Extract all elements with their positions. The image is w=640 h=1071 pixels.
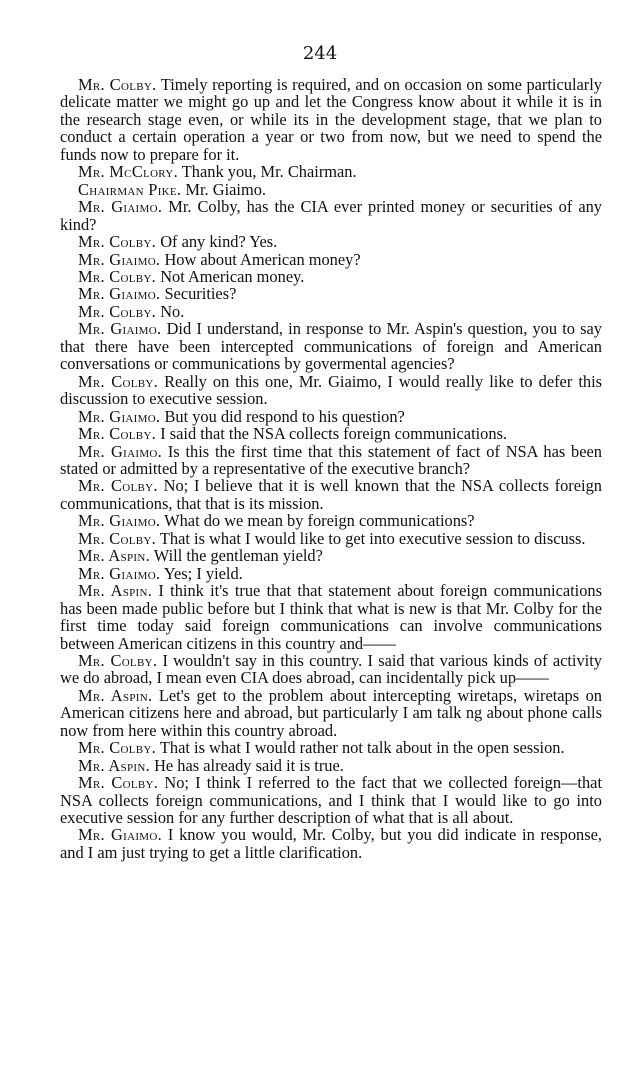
speaker-name: Mr. Giaimo. bbox=[78, 563, 161, 583]
speaker-name: Mr. Colby. bbox=[78, 75, 157, 94]
transcript-paragraph bbox=[60, 652, 602, 687]
speech-text: I know you would, Mr. Colby, but you did indicate in response, and I am just trying to get a little clarification. bbox=[60, 825, 603, 862]
speech-text: Securities? bbox=[160, 284, 237, 304]
speech-text: Mr. Colby, has the CIA ever printed money or securities of any kind? bbox=[60, 197, 602, 234]
transcript-paragraph bbox=[60, 547, 602, 564]
speaker-name: Mr. Colby. bbox=[78, 424, 157, 444]
transcript-paragraph bbox=[60, 774, 602, 826]
transcript-paragraph bbox=[60, 826, 602, 861]
speech-text: Did I understand, in response to Mr. Aspin's question, you to say that there have been intercepted communications of foreign and American conversations or communications by govermental agencies? bbox=[60, 319, 603, 374]
speaker-name: Mr. Colby. bbox=[78, 232, 157, 252]
speaker-name: Mr. Giaimo. bbox=[78, 825, 163, 845]
transcript-paragraph bbox=[60, 443, 602, 478]
speech-text: Thank you, Mr. Chairman. bbox=[177, 162, 357, 182]
transcript-paragraph bbox=[60, 687, 602, 739]
transcript-paragraph bbox=[60, 251, 602, 268]
speech-text: Timely reporting is required, and on occasion on some particularly delicate matter we might go up and let the Congress know about it while it is in the research stage even, or while its in the development stage, that we plan to conduct a certain operation a year or two from now, but we need to spend the funds now to prepare for it. bbox=[60, 75, 602, 164]
transcript-paragraph bbox=[60, 582, 602, 652]
speaker-name: Mr. Colby. bbox=[78, 528, 157, 548]
speech-text: I think it's true that that statement about foreign communications has been made public before but I think that what is new is that Mr. Colby for the first time today said foreign communications can involve communications between American citizens in this country and—— bbox=[60, 581, 602, 653]
speaker-name: Mr. Colby. bbox=[78, 650, 158, 670]
transcript-body bbox=[60, 76, 602, 861]
speaker-name: Mr. Giaimo. bbox=[78, 249, 161, 269]
transcript-paragraph bbox=[60, 198, 602, 233]
speech-text: Let's get to the problem about intercepting wiretaps, wiretaps on American citizens here and abroad, but particularly I am talk ng about phone calls now from here within this country abroad. bbox=[60, 685, 603, 740]
speech-text: But you did respond to his question? bbox=[160, 406, 405, 426]
speaker-name: Mr. Colby. bbox=[78, 773, 159, 793]
transcript-paragraph bbox=[60, 373, 602, 408]
transcript-paragraph bbox=[60, 530, 602, 547]
speech-text: What do we mean by foreign communications? bbox=[160, 511, 475, 531]
transcript-paragraph bbox=[60, 181, 602, 198]
speaker-name: Mr. Aspin. bbox=[78, 685, 153, 705]
transcript-paragraph bbox=[60, 425, 602, 442]
speech-text: That is what I would like to get into executive session to discuss. bbox=[156, 528, 586, 548]
speaker-name: Mr. McClory. bbox=[78, 162, 178, 182]
speech-text: Is this the first time that this statement of fact of NSA has been stated or admitted by a representative of the executive branch? bbox=[60, 441, 602, 478]
speech-text: That is what I would rather not talk about in the open session. bbox=[156, 738, 565, 758]
transcript-paragraph bbox=[60, 739, 602, 756]
speaker-name: Mr. Colby. bbox=[78, 476, 158, 496]
speech-text: Really on this one, Mr. Giaimo, I would really like to defer this discussion to executive session. bbox=[60, 371, 602, 409]
speech-text: How about American money? bbox=[160, 249, 361, 269]
speech-text: No; I think I referred to the fact that we collected foreign—that NSA collects foreign communications, and I think that I would like to go into executive session for any further description of what that is all about. bbox=[60, 773, 602, 828]
speech-text: Mr. Giaimo. bbox=[181, 179, 267, 199]
speaker-name: Mr. Giaimo. bbox=[78, 197, 163, 217]
transcript-paragraph bbox=[60, 268, 602, 285]
speaker-name: Mr. Colby. bbox=[78, 266, 157, 286]
transcript-paragraph bbox=[60, 233, 602, 250]
speaker-name: Mr. Giaimo. bbox=[78, 319, 162, 339]
transcript-paragraph bbox=[60, 565, 602, 582]
speaker-name: Mr. Giaimo. bbox=[78, 511, 161, 531]
page-number: 244 bbox=[302, 43, 338, 64]
speech-text: Will the gentleman yield? bbox=[149, 546, 323, 566]
speaker-name: Mr. Aspin. bbox=[78, 546, 150, 566]
transcript-paragraph bbox=[60, 477, 602, 512]
speech-text: I wouldn't say in this country. I said that various kinds of activity we do abroad, I mean even CIA does abroad, can incidentally pick up—— bbox=[60, 650, 602, 688]
transcript-paragraph bbox=[60, 408, 602, 425]
speaker-name: Mr. Aspin. bbox=[78, 581, 153, 601]
speaker-name: Mr. Giaimo. bbox=[78, 284, 161, 304]
transcript-paragraph bbox=[60, 76, 602, 163]
transcript-paragraph bbox=[60, 320, 602, 372]
speaker-name: Mr. Colby. bbox=[78, 301, 157, 321]
speech-text: Not American money. bbox=[156, 266, 305, 286]
speaker-name: Mr. Colby. bbox=[78, 371, 159, 391]
speaker-name: Mr. Aspin. bbox=[78, 755, 150, 775]
transcript-paragraph bbox=[60, 285, 602, 302]
speech-text: Yes; I yield. bbox=[160, 563, 243, 583]
speaker-name: Mr. Giaimo. bbox=[78, 441, 163, 461]
speaker-name: Chairman Pike. bbox=[78, 179, 182, 199]
speech-text: He has already said it is true. bbox=[149, 755, 344, 775]
speaker-name: Mr. Giaimo. bbox=[78, 406, 161, 426]
transcript-paragraph bbox=[60, 303, 602, 320]
transcript-paragraph bbox=[60, 163, 602, 180]
speech-text: No. bbox=[156, 301, 185, 321]
transcript-paragraph bbox=[60, 757, 602, 774]
speech-text: I said that the NSA collects foreign communications. bbox=[156, 424, 508, 444]
speech-text: No; I believe that it is well known that the NSA collects foreign communications, that that is its mission. bbox=[60, 476, 602, 513]
speech-text: Of any kind? Yes. bbox=[156, 232, 278, 252]
transcript-paragraph bbox=[60, 512, 602, 529]
speaker-name: Mr. Colby. bbox=[78, 738, 157, 758]
